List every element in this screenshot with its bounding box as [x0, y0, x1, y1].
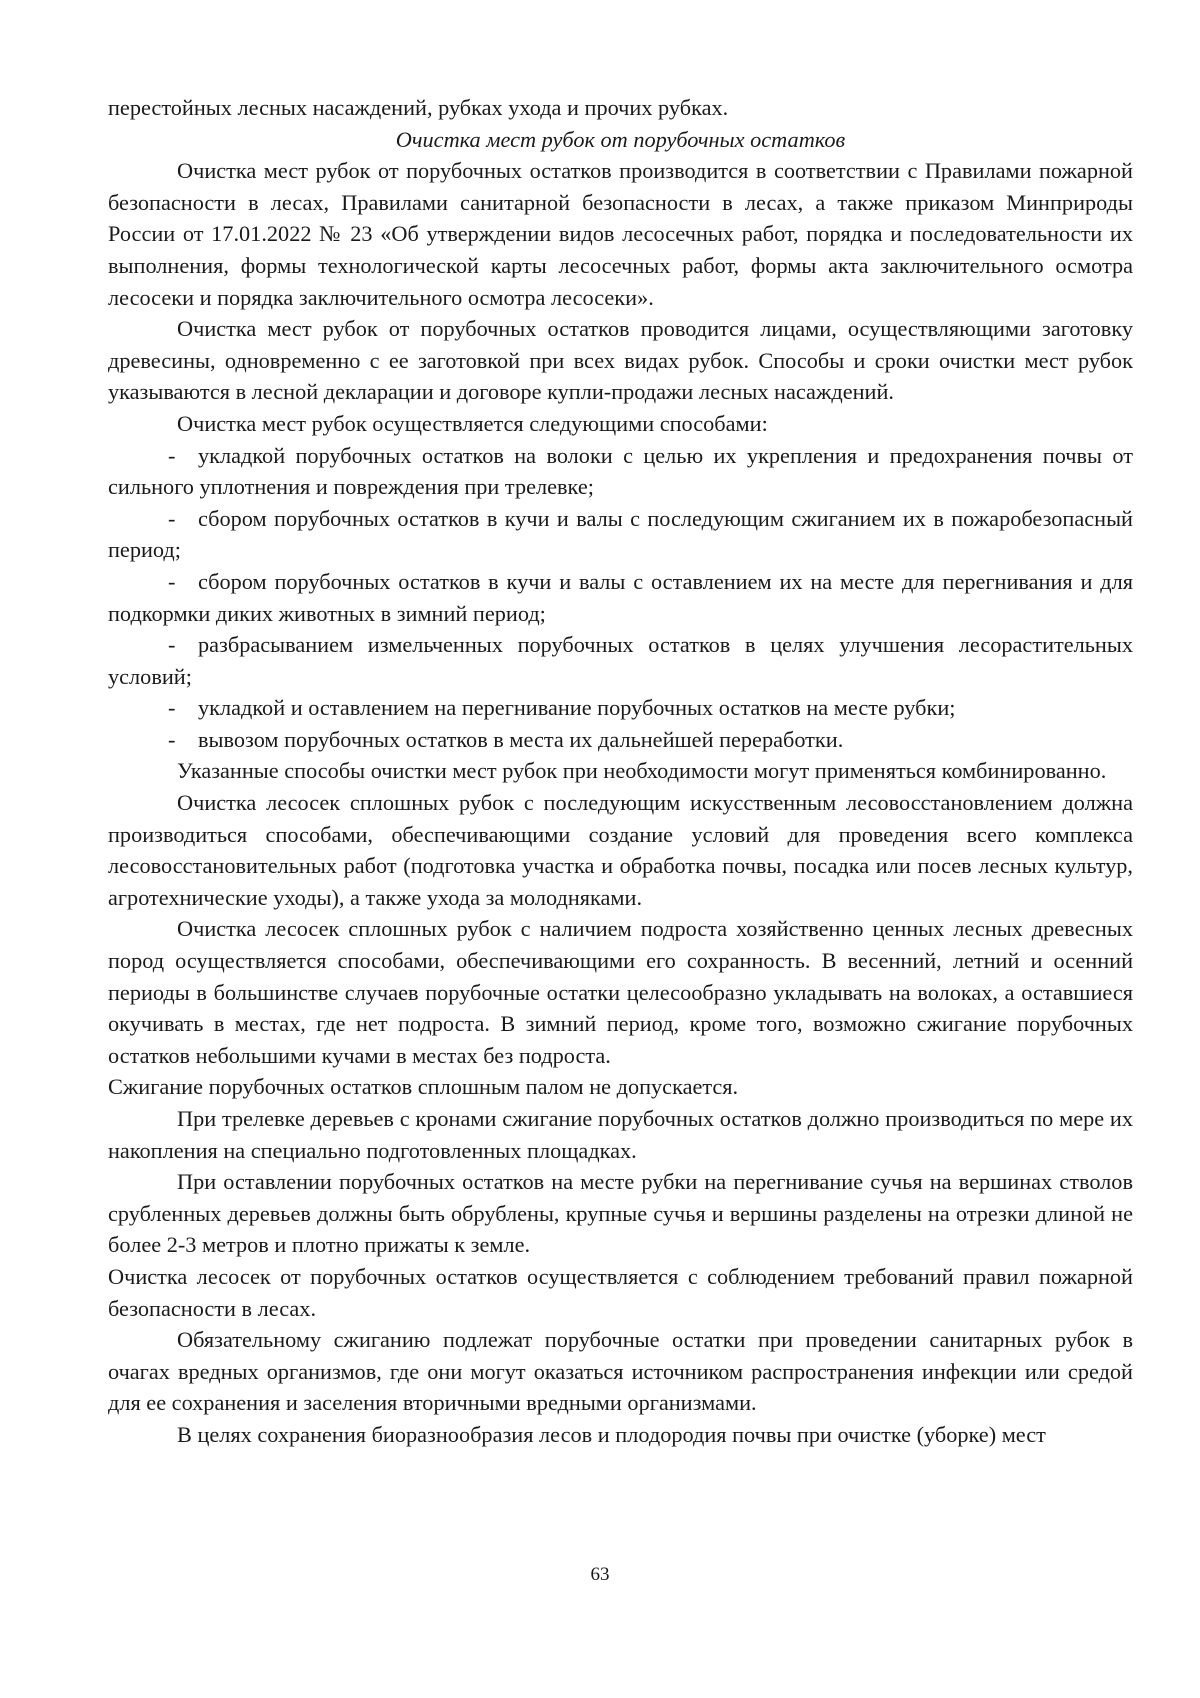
list-marker: - [168, 695, 176, 721]
paragraph: Указанные способы очистки мест рубок при необходимости могут применяться комбинированно. [177, 758, 1107, 784]
list-marker: - [168, 568, 176, 594]
paragraph: Очистка лесосек сплошных рубок с последующим искусственным лесовосстановлением должна производиться способами, обеспечивающими создание условий для проведения всего комплекса лесовосстановительных работ (подготовка участка и обработка почвы, посадка или посев лесных культур, агротехнические уходы), а также ухода за молодняками. [108, 790, 1133, 910]
list-item [108, 566, 1133, 629]
document-body [108, 92, 1133, 1451]
list-marker: - [168, 726, 176, 752]
list-item [108, 724, 1133, 756]
list-item-text: укладкой и оставлением на перегнивание порубочных остатков на месте рубки; [198, 695, 956, 721]
list-marker: - [168, 505, 176, 531]
list-item [108, 692, 1133, 724]
paragraph: Очистка мест рубок от порубочных остатков производится в соответствии с Правилами пожарной безопасности в лесах, Правилами санитарной безопасности в лесах, а также приказом Минприроды России от 17.01.2022 № 23 «Об утверждении видов лесосечных работ, порядка и последовательности их выполнения, формы технологической карты лесосечных работ, формы акта заключительного осмотра лесосеки и порядка заключительного осмотра лесосеки». [108, 158, 1133, 310]
paragraph-continuation: перестойных лесных насаждений, рубках ухода и прочих рубках. [108, 95, 729, 120]
paragraph: Обязательному сжиганию подлежат порубочные остатки при проведении санитарных рубок в очагах вредных организмов, где они могут оказаться источником распространения инфекции или средой для ее сохранения и заселения вторичными вредными организмами. [108, 1327, 1133, 1416]
list-item-text: разбрасыванием измельченных порубочных остатков в целях улучшения лесорастительных условий; [108, 632, 1133, 689]
list-intro: Очистка мест рубок осуществляется следующими способами: [177, 410, 768, 436]
list-item-text: укладкой порубочных остатков на волоки с целью их укрепления и предохранения почвы от сильного уплотнения и повреждения при трелевке; [108, 442, 1133, 500]
section-heading: Очистка мест рубок от порубочных остатков [395, 126, 846, 152]
list-marker: - [168, 442, 176, 468]
paragraph: В целях сохранения биоразнообразия лесов и плодородия почвы при очистке (уборке) мест [177, 1421, 1046, 1447]
page-number: 63 [590, 1564, 610, 1585]
list-item [108, 503, 1133, 566]
list-item-text: сбором порубочных остатков в кучи и валы с последующим сжиганием их в пожаробезопасный период; [108, 505, 1133, 563]
paragraph: Очистка лесосек сплошных рубок с наличием подроста хозяйственно ценных лесных древесных пород осуществляется способами, обеспечивающими его сохранность. В весенний, летний и осенний периоды в большинстве случаев порубочные остатки целесообразно укладывать на волоках, а оставшиеся окучивать в местах, где нет подроста. В зимний период, кроме того, возможно сжигание порубочных остатков небольшими кучами в местах без подроста. [108, 916, 1133, 1068]
paragraph: Очистка мест рубок от порубочных остатков проводится лицами, осуществляющими заготовку древесины, одновременно с ее заготовкой при всех видах рубок. Способы и сроки очистки мест рубок указываются в лесной декларации и договоре купли-продажи лесных насаждений. [108, 316, 1133, 405]
list-item-text: сбором порубочных остатков в кучи и валы с оставлением их на месте для перегнивания и для подкормки диких животных в зимний период; [108, 568, 1133, 626]
list-marker: - [168, 632, 176, 658]
list-item [108, 440, 1133, 503]
paragraph: Сжигание порубочных остатков сплошным палом не допускается. [108, 1074, 739, 1100]
paragraph: Очистка лесосек от порубочных остатков осуществляется с соблюдением требований правил пожарной безопасности в лесах. [108, 1263, 1133, 1321]
list-item [108, 629, 1133, 692]
paragraph: При трелевке деревьев с кронами сжигание порубочных остатков должно производиться по мере их накопления на специально подготовленных площадках. [108, 1106, 1133, 1163]
paragraph: При оставлении порубочных остатков на месте рубки на перегнивание сучья на вершинах стволов срубленных деревьев должны быть обрублены, крупные сучья и вершины разделены на отрезки длиной не более 2-3 метров и плотно прижаты к земле. [108, 1169, 1133, 1258]
list-item-text: вывозом порубочных остатков в места их дальнейшей переработки. [198, 726, 844, 752]
